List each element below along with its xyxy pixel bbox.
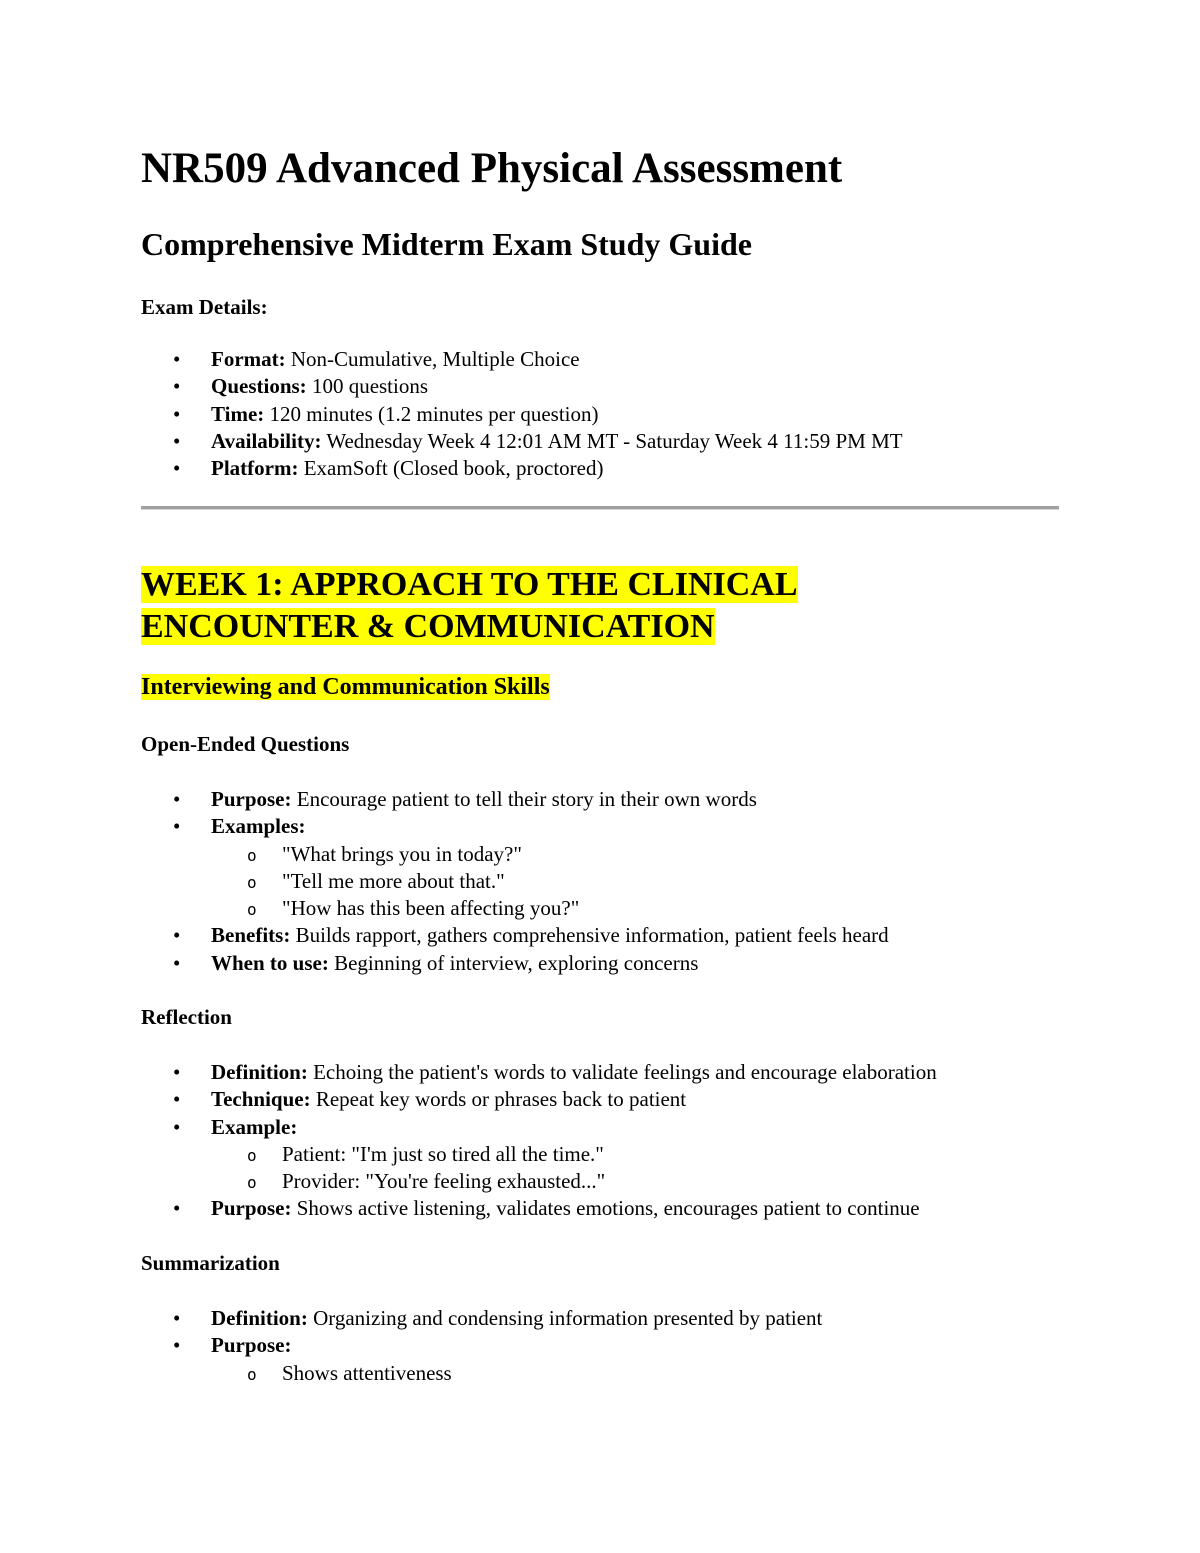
section-title-interviewing: Interviewing and Communication Skills: [141, 674, 550, 700]
list-item: • Benefits: Builds rapport, gathers comprehensive information, patient feels heard: [141, 922, 889, 949]
list-item: • Format: Non-Cumulative, Multiple Choice: [141, 346, 903, 373]
sub-list-item: o "Tell me more about that.": [211, 868, 889, 895]
sub-list-item: o Patient: "I'm just so tired all the time.": [211, 1141, 937, 1168]
list-item: • Time: 120 minutes (1.2 minutes per question): [141, 401, 903, 428]
purposes-sublist: [211, 1360, 822, 1387]
list-item: • Purpose: o Shows attentiveness: [141, 1332, 822, 1387]
list-item: • Definition: Echoing the patient's words to validate feelings and encourage elaboration: [141, 1059, 937, 1086]
reflection-list: [141, 1059, 937, 1223]
open-ended-list: [141, 786, 889, 977]
examples-sublist: [211, 841, 889, 923]
sub-list-item: o Provider: "You're feeling exhausted...": [211, 1168, 937, 1195]
list-item: • Purpose: Encourage patient to tell their story in their own words: [141, 786, 889, 813]
week1-heading: WEEK 1: APPROACH TO THE CLINICAL ENCOUNTER & COMMUNICATION: [141, 566, 798, 645]
examples-sublist: [211, 1141, 937, 1196]
sub-list-item: o Shows attentiveness: [211, 1360, 822, 1387]
list-item: • Availability: Wednesday Week 4 12:01 AM MT - Saturday Week 4 11:59 PM MT: [141, 428, 903, 455]
list-item: • Examples: o "What brings you in today?" o "Tell me more about that." o "How has this been affecting you?": [141, 813, 889, 922]
reflection-heading: Reflection: [141, 1005, 232, 1029]
sub-list-item: o "How has this been affecting you?": [211, 895, 889, 922]
list-item: • Example: o Patient: "I'm just so tired all the time." o Provider: "You're feeling exhausted...": [141, 1114, 937, 1196]
summarization-list: [141, 1305, 822, 1387]
document-title: NR509 Advanced Physical Assessment: [141, 145, 843, 192]
sub-list-item: o "What brings you in today?": [211, 841, 889, 868]
list-item: • Platform: ExamSoft (Closed book, proctored): [141, 455, 903, 482]
document-subtitle: Comprehensive Midterm Exam Study Guide: [141, 226, 752, 262]
summarization-heading: Summarization: [141, 1251, 280, 1275]
exam-details-list: [141, 346, 903, 482]
exam-details-heading: Exam Details:: [141, 295, 268, 319]
list-item: • Definition: Organizing and condensing information presented by patient: [141, 1305, 822, 1332]
list-item: • Technique: Repeat key words or phrases back to patient: [141, 1086, 937, 1113]
list-item: • When to use: Beginning of interview, exploring concerns: [141, 950, 889, 977]
horizontal-divider: [141, 506, 1059, 510]
list-item: • Purpose: Shows active listening, validates emotions, encourages patient to continue: [141, 1195, 937, 1222]
open-ended-heading: Open-Ended Questions: [141, 732, 350, 756]
list-item: • Questions: 100 questions: [141, 373, 903, 400]
